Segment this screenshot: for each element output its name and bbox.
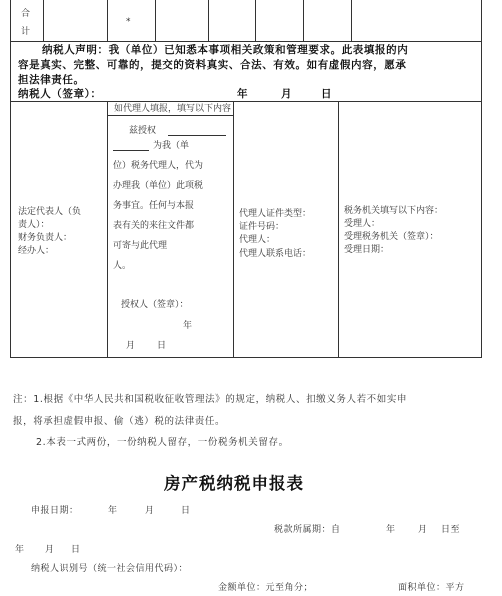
finance-head-label: 财务负责人：: [18, 233, 73, 243]
legal-rep-label: 法定代表人（负: [18, 207, 82, 217]
col-divider: [255, 0, 256, 41]
amount-unit-label: 金额单位：元至角分；: [218, 583, 314, 593]
summary-label-bottom: 计: [21, 27, 31, 37]
tax-office-header: 税务机关填写以下内容：: [344, 206, 444, 216]
period-start-month: 月: [418, 525, 428, 535]
col-divider: [155, 0, 156, 41]
period-end-month: 月: [45, 545, 55, 555]
period-end-day: 日: [71, 545, 81, 555]
receiving-office-label: 受理税务机关（签章）：: [344, 232, 439, 242]
agent-phone-label: 代理人联系电话：: [239, 249, 312, 259]
auth-text: 务事宜。任何与本报: [113, 201, 195, 211]
taxpayer-id-label: 纳税人识别号（统一社会信用代码）：: [31, 564, 189, 574]
decl-year: 年: [237, 88, 249, 100]
row-separator: [10, 41, 482, 42]
signature-label: 纳税人（签章）：: [18, 88, 102, 100]
auth-text: 表有关的来往文件都: [113, 221, 195, 231]
auth-text: 人。: [113, 261, 132, 271]
report-date-label: 申报日期：: [31, 506, 79, 516]
handler-label: 经办人：: [18, 246, 55, 256]
col-divider: [351, 0, 352, 41]
decl-day: 日: [321, 88, 333, 100]
grantor-label: 授权人（签章）：: [121, 300, 189, 310]
agent-name-blank: [113, 150, 149, 151]
declaration-line1: 纳税人声明：我（单位）已知悉本事项相关政策和管理要求。此表填报的内: [42, 44, 409, 56]
table-left-border: [10, 0, 11, 358]
grant-year: 年: [183, 321, 193, 331]
legal-rep-label-cont: 责人）：: [18, 220, 50, 230]
area-unit-label: 面积单位：平方: [398, 583, 465, 593]
period-to-label: 日至: [441, 525, 461, 535]
auth-text: 办理我（单位）此项税: [113, 181, 204, 191]
form-title: 房产税纳税申报表: [164, 474, 304, 493]
receiver-label: 受理人：: [344, 219, 381, 229]
auth-text: 位）税务代理人，代为: [113, 161, 204, 171]
summary-star: *: [126, 17, 131, 27]
col-divider: [233, 101, 234, 358]
col-divider: [107, 101, 108, 358]
agent-name-label: 代理人：: [239, 235, 276, 245]
agent-id-number-label: 证件号码：: [239, 222, 285, 232]
table-bottom-border: [10, 357, 482, 358]
note-line2: 报，将承担虚假申报、偷（逃）税的法律责任。: [13, 416, 226, 427]
report-day: 日: [181, 506, 191, 516]
note-line3: 2.本表一式两份，一份纳税人留存，一份税务机关留存。: [36, 437, 289, 448]
col-divider: [338, 101, 339, 358]
tax-period-label: 税款所属期：自: [274, 525, 341, 535]
report-year: 年: [108, 506, 118, 516]
summary-label-top: 合: [21, 9, 31, 19]
declaration-line3: 担法律责任。: [18, 74, 85, 86]
grant-day: 日: [157, 341, 167, 351]
grant-month: 月: [126, 341, 136, 351]
auth-text: 为我（单: [153, 141, 190, 151]
col-divider: [208, 0, 209, 41]
decl-month: 月: [281, 88, 293, 100]
authorize-blank: [168, 135, 226, 136]
agent-header: 如代理人填报，填写以下内容: [114, 104, 232, 114]
period-start-year: 年: [386, 525, 396, 535]
report-month: 月: [145, 506, 155, 516]
table-right-border: [481, 0, 482, 358]
col-divider: [107, 0, 108, 41]
period-end-year: 年: [15, 545, 25, 555]
authorization-title: 兹授权: [129, 126, 157, 136]
col-divider: [43, 0, 44, 41]
col-divider: [303, 0, 304, 41]
declaration-line2: 容是真实、完整、可靠的，提交的资料真实、合法、有效。如有虚假内容，愿承: [18, 59, 407, 71]
agent-id-type-label: 代理人证件类型：: [239, 209, 312, 219]
auth-text: 可寄与此代理: [113, 241, 168, 251]
receive-date-label: 受理日期：: [344, 245, 390, 255]
note-line1: 注：1.根据《中华人民共和国税收征收管理法》的规定，纳税人、扣缴义务人若不如实申: [13, 394, 408, 405]
